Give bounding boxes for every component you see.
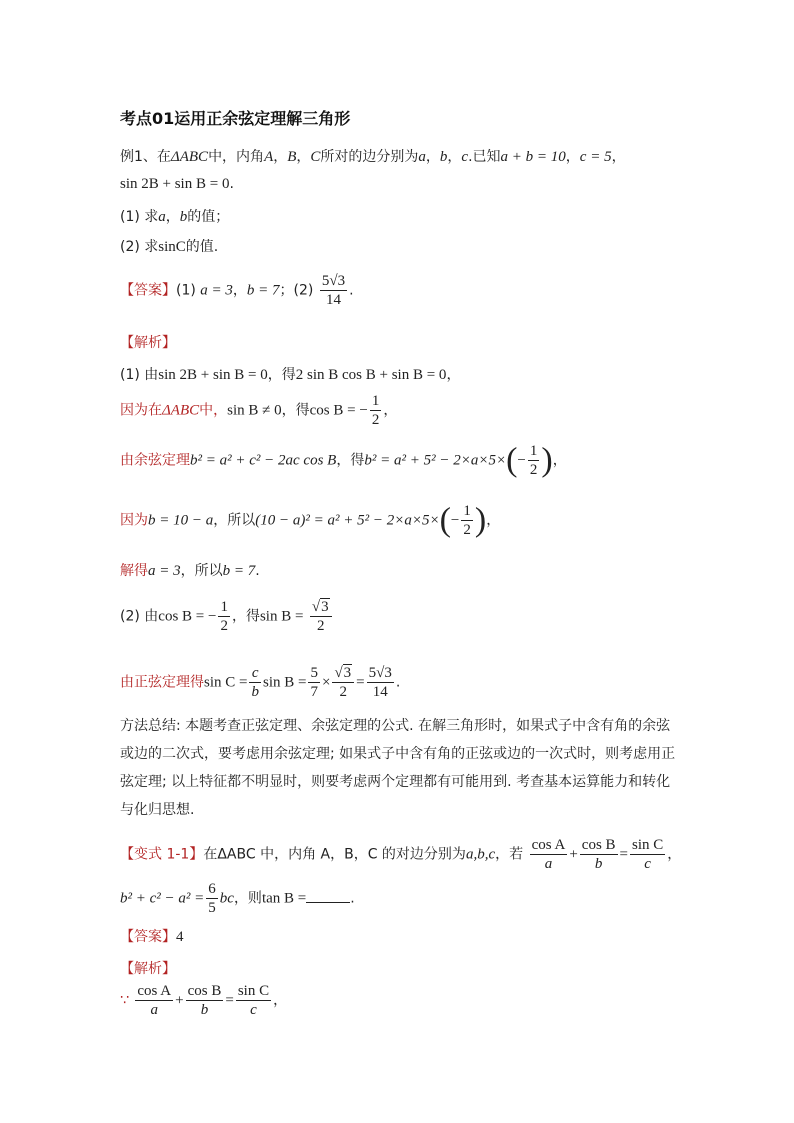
answer2-line: 【答案】4 <box>120 929 184 945</box>
section-title: 考点01运用正余弦定理解三角形 <box>120 109 351 128</box>
step-4: 因为b = 10 − a，所以(10 − a)² = a² + 5² − 2×a×5×(− $\frac{1}{2}$ )， <box>120 501 501 539</box>
method-summary: 方法总结: 本题考查正弦定理、余弦定理的公式. 在解三角形时，如果式子中含有角的余弦或边的二次式，要考虑用余弦定理; 如果式子中含有角的正弦或边的一次式时，则考虑用正弦定理; 以上特征都不明显时，则要考虑两个定理都有可能用到. 考查基本运算能力和转化与化归思想. <box>120 718 676 818</box>
step-1: (1) 由sin 2B + sin B = 0，得2 sin B cos B + sin B = 0， <box>120 367 461 383</box>
analysis2-label: 【解析】 <box>120 961 176 977</box>
question-2: (2) 求sinC的值. <box>120 239 219 255</box>
example-line-2: sin 2B + sin B = 0. <box>120 176 234 192</box>
analysis2-step-1: ∵ $\frac{\text{cos A}}{a}$ + $\frac{\text{cos B}}{b}$ = $\frac{\text{sin C}}{c}$ ， <box>120 983 288 1018</box>
example-line-1: 例1、在ΔABC中，内角A，B，C所对的边分别为a，b，c.已知a + b = 10，c = 5， <box>120 149 626 165</box>
answer-line: 【答案】(1) a = 3，b = 7；(2) $\frac{5√3}{14}$ . <box>120 273 354 308</box>
step-5: 解得a = 3，所以b = 7. <box>120 563 260 579</box>
answer-blank <box>306 890 350 903</box>
step-6: (2) 由cos B = − $\frac{1}{2}$ ，得sin B = $\frac{√3}{2}$ <box>120 598 334 635</box>
step-3: 由余弦定理b² = a² + c² − 2ac cos B，得b² = a² + 5² − 2×a×5×(− $\frac{1}{2}$ )， <box>120 441 567 479</box>
variant-line-1: 【变式 1-1】在ΔABC 中，内角 A，B，C 的对边分别为a,b,c，若 $\frac{\text{cos A}}{a}$ + $\frac{\text{cos B}}{b}$ = $\frac{\text{sin C}}{c}$ ， <box>120 837 682 872</box>
step-2: 因为在ΔABC中，sin B ≠ 0，得cos B = − $\frac{1}{2}$ ， <box>120 393 398 428</box>
answer-fraction: $\frac{5√3}{14}$ <box>321 273 346 308</box>
analysis-label: 【解析】 <box>120 335 176 351</box>
question-1: (1) 求a，b的值； <box>120 209 230 225</box>
variant-line-2: b² + c² − a² = $\frac{6}{5}$ bc，则tan B = . <box>120 881 355 916</box>
step-7: 由正弦定理得sin C = $\frac{c}{b}$ sin B = $\frac{5}{7}$ × $\frac{√3}{2}$ = $\frac{5√3}{14}$ . <box>120 665 401 700</box>
